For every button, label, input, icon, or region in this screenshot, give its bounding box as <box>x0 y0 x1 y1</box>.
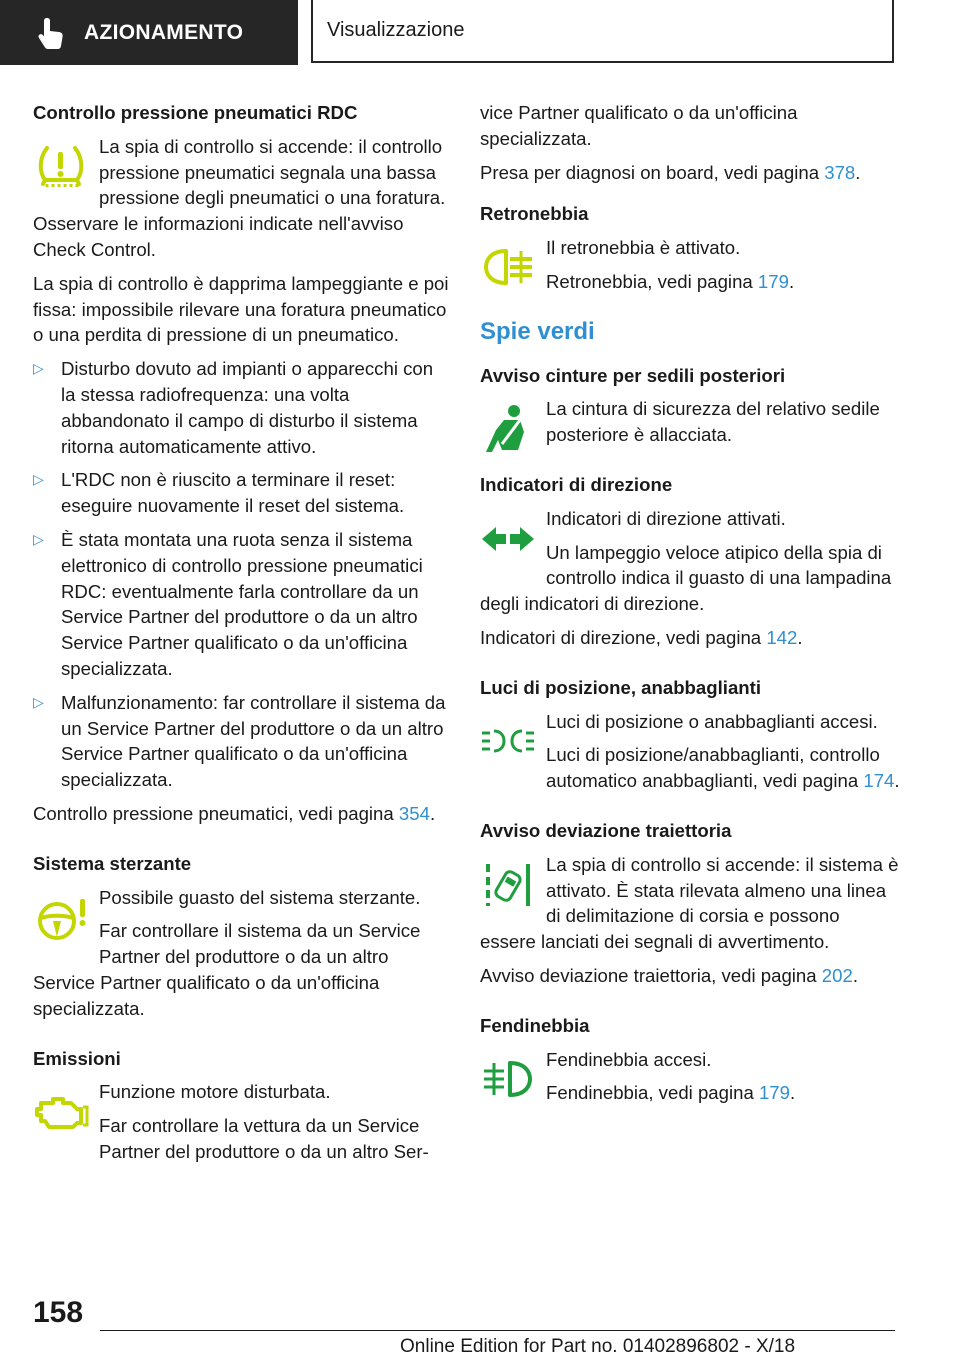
front-fog-light-icon <box>480 1053 536 1107</box>
triangle-bullet-icon: ▷ <box>33 693 44 710</box>
turn-signal-arrows-icon <box>480 512 536 566</box>
page-link[interactable]: 179 <box>758 1082 790 1104</box>
obd-reference: Presa per diagnosi on board, vedi pagina 378. <box>480 161 861 183</box>
list-item: ▷ Disturbo dovuto ad impianti o apparecchi con la stessa radiofrequenza: una volta abbandonato il campo di disturbo il sistema ritorna automaticamente attivo. <box>33 358 434 457</box>
hand-pointer-icon <box>36 16 66 50</box>
tire-pressure-warning-icon <box>33 140 89 194</box>
list-item: ▷ È stata montata una ruota senza il sistema elettronico di controllo pressione pneumatici RDC: eventualmente farla controllare da un Service Partner del produttore o da un altro Service Partner qualificato o da un'officina specializzata. <box>33 528 423 679</box>
triangle-bullet-icon: ▷ <box>33 530 44 547</box>
lane-departure-icon <box>480 858 536 912</box>
rear-fog-title: Retronebbia <box>480 203 589 225</box>
page-link[interactable]: 354 <box>398 802 430 824</box>
front-fog-title: Fendinebbia <box>480 1014 590 1036</box>
rear-fog-text: Il retronebbia è attivato. <box>546 237 741 259</box>
front-fog-reference: Fendinebbia, vedi pagina 179. <box>546 1082 796 1104</box>
low-beam-title: Luci di posizione, anabbaglianti <box>480 676 761 698</box>
turn-signal-title: Indicatori di direzione <box>480 473 673 495</box>
lane-departure-reference: Avviso deviazione traiettoria, vedi pagina 202. <box>480 964 858 986</box>
page-link[interactable]: 174 <box>863 770 895 792</box>
right-column <box>480 100 900 1130</box>
front-fog-section <box>480 1013 900 1106</box>
section-title: AZIONAMENTO <box>84 20 244 44</box>
rdc-section <box>33 100 449 827</box>
footer-divider <box>100 1330 895 1331</box>
green-lights-heading: Spie verdi <box>480 317 595 345</box>
page-link[interactable]: 142 <box>766 626 798 648</box>
parking-lights-icon <box>480 715 536 769</box>
belt-title: Avviso cinture per sedili posteriori <box>480 364 786 386</box>
front-fog-text: Fendinebbia accesi. <box>546 1048 712 1070</box>
page-link[interactable]: 378 <box>824 161 856 183</box>
rdc-text-2: La spia di controllo è dapprima lampeggiante e poi fissa: impossibile rilevare una foratura pneumatico o una perdita di pressione di un pneumatico. <box>33 272 449 346</box>
seatbelt-icon <box>480 402 536 456</box>
emissions-title: Emissioni <box>33 1047 121 1069</box>
rdc-bullets <box>33 356 449 793</box>
rdc-reference: Controllo pressione pneumatici, vedi pagina 354. <box>33 802 436 824</box>
turn-signal-text-1: Indicatori di direzione attivati. <box>546 507 786 529</box>
rear-fog-reference: Retronebbia, vedi pagina 179. <box>546 270 795 292</box>
rdc-text-1: La spia di controllo si accende: il controllo pressione pneumatici segnala una bassa pressione degli pneumatici o una foratura. Osservare le informazioni indicate nell'avviso Check Control. <box>33 135 446 260</box>
low-beam-section <box>480 675 900 794</box>
rear-fog-section <box>480 201 900 294</box>
steering-text-1: Possibile guasto del sistema sterzante. <box>99 886 421 908</box>
rear-fog-light-icon <box>480 241 536 295</box>
emissions-text-2: Far controllare la vettura da un Service Partner del produttore o da un altro Ser- <box>99 1115 429 1162</box>
rdc-title: Controllo pressione pneumatici RDC <box>33 102 358 123</box>
low-beam-text-1: Luci di posizione o anabbaglianti accesi. <box>546 710 878 732</box>
triangle-bullet-icon: ▷ <box>33 360 44 377</box>
low-beam-reference: Luci di posizione/anabbaglianti, controllo automatico anabbaglianti, vedi pagina 174. <box>546 744 900 792</box>
lane-departure-title: Avviso deviazione traiettoria <box>480 819 732 841</box>
emissions-section <box>33 1046 449 1165</box>
steering-section <box>33 851 449 1022</box>
turn-signal-text-2: Un lampeggio veloce atipico della spia di controllo indica il guasto di una lampadina degli indicatori di direzione. <box>480 541 892 615</box>
page-link[interactable]: 179 <box>757 270 789 292</box>
steering-title: Sistema sterzante <box>33 852 192 874</box>
left-column <box>33 100 449 1189</box>
belt-text: La cintura di sicurezza del relativo sedile posteriore è allacciata. <box>546 398 880 446</box>
page-number: 158 <box>33 1296 84 1329</box>
emissions-text-1: Funzione motore disturbata. <box>99 1081 331 1103</box>
continued-text: vice Partner qualificato o da un'officina specializzata. <box>480 102 798 149</box>
lane-departure-text: La spia di controllo si accende: il sistema è attivato. È stata rilevata almeno una linea di delimitazione di corsia e possono essere lanciati dei segnali di avvertimento. <box>480 853 899 953</box>
page-link[interactable]: 202 <box>821 964 853 986</box>
belt-section <box>480 363 900 448</box>
engine-icon <box>33 1085 89 1139</box>
section-tab <box>0 0 298 65</box>
footer-edition: Online Edition for Part no. 01402896802 - X/18 <box>400 1336 796 1357</box>
list-item: ▷ L'RDC non è riuscito a terminare il reset: eseguire nuovamente il reset del sistema. <box>33 469 405 517</box>
subsection-tab <box>311 0 894 63</box>
steering-text-2: Far controllare il sistema da un Service Partner del produttore o da un altro Service Partner qualificato o da un'officina specializzata. <box>33 920 421 1019</box>
subsection-title: Visualizzazione <box>327 19 465 41</box>
lane-departure-section <box>480 818 900 989</box>
turn-signal-section <box>480 472 900 651</box>
steering-warning-icon <box>33 891 89 945</box>
list-item: ▷ Malfunzionamento: far controllare il sistema da un Service Partner del produttore o da un altro Service Partner qualificato o da un'officina specializzata. <box>33 691 446 791</box>
turn-signal-reference: Indicatori di direzione, vedi pagina 142. <box>480 626 803 648</box>
triangle-bullet-icon: ▷ <box>33 471 44 488</box>
